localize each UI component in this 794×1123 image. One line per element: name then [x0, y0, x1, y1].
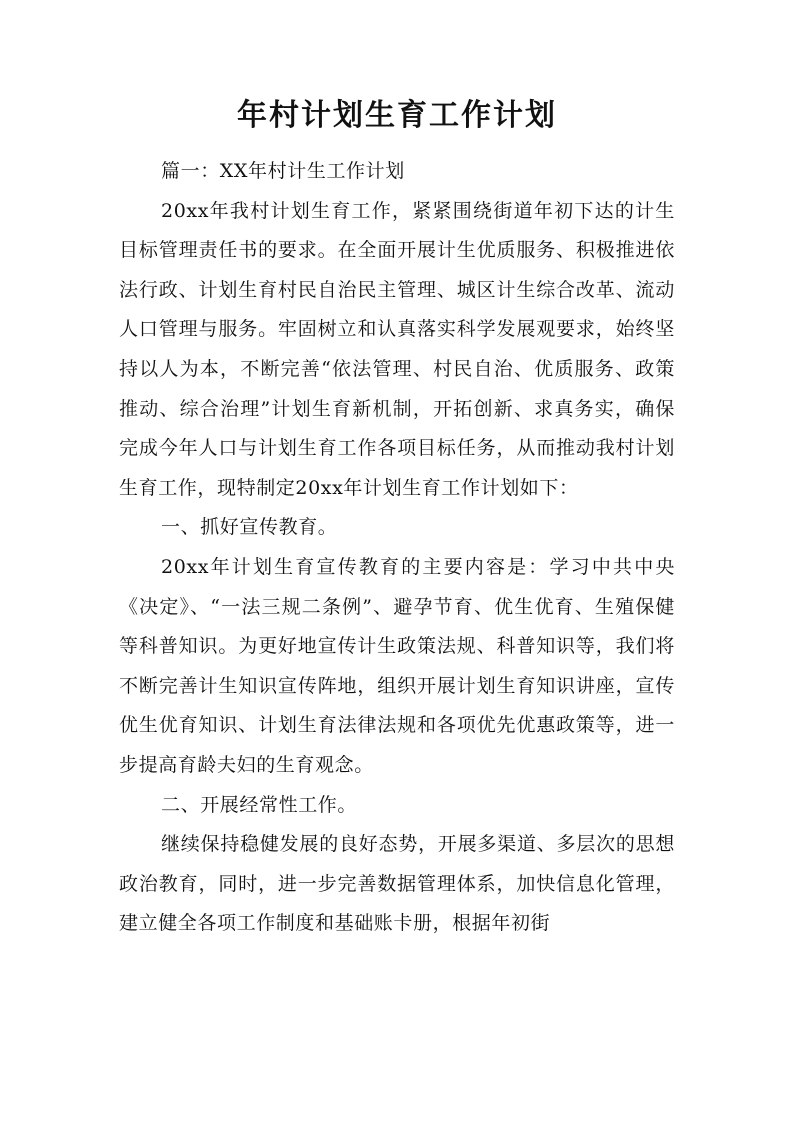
section-heading-plan-one: 篇一：XX年村计生工作计划: [161, 160, 405, 182]
section-heading-publicity: 一、抓好宣传教育。: [161, 516, 338, 539]
intro-paragraph: 20xx年我村计划生育工作，紧紧围绕街道年初下达的计生目标管理责任书的要求。在全面开展计生优质服务、积极推进依法行政、计划生育村民自治民主管理、城区计生综合改革、流动人口管理与服务。牢固树立和认真落实科学发展观要求，始终坚持以人为本，不断完善“依法管理、村民自治、优质服务、政策推动、综合治理”计划生育新机制，开拓创新、求真务实，确保完成今年人口与计划生育工作各项目标任务，从而推动我村计划生育工作，现特制定20xx年计划生育工作计划如下：: [119, 199, 675, 499]
routine-work-paragraph: 继续保持稳健发展的良好态势，开展多渠道、多层次的思想政治教育，同时，进一步完善数据管理体系，加快信息化管理，建立健全各项工作制度和基础账卡册，根据年初街: [119, 833, 675, 935]
section-heading-routine-work: 二、开展经常性工作。: [161, 793, 358, 816]
publicity-paragraph: 20xx年计划生育宣传教育的主要内容是：学习中共中央《决定》、“一法三规二条例”、避孕节育、优生优育、生殖保健等科普知识。为更好地宣传计生政策法规、科普知识等，我们将不断完善计生知识宣传阵地，组织开展计划生育知识讲座，宣传优生优育知识、计划生育法律法规和各项优先优惠政策等，进一步提高育龄夫妇的生育观念。: [119, 555, 675, 776]
document-body: [119, 152, 675, 944]
document-title: 年村计划生育工作计划: [237, 98, 557, 133]
